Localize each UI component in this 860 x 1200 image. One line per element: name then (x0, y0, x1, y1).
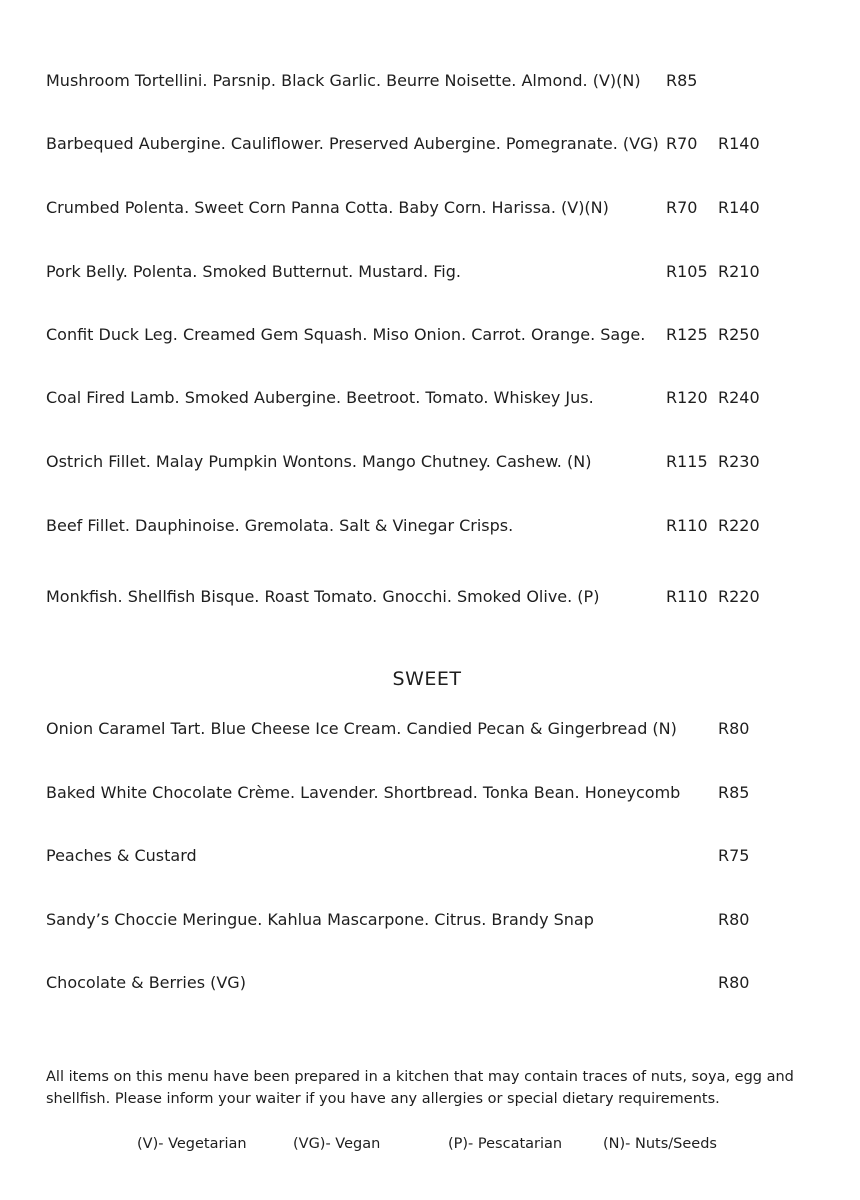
menu-item (0, 714, 860, 744)
price-large: R140 (718, 198, 760, 217)
dish-name: Beef Fillet. Dauphinoise. Gremolata. Salt & Vinegar Crisps. (46, 516, 514, 535)
price-small: R115 (666, 452, 708, 471)
price-small: R70 (666, 134, 698, 153)
menu-item (0, 193, 860, 223)
dish-name: Chocolate & Berries (VG) (46, 973, 246, 992)
dish-name: Barbequed Aubergine. Cauliflower. Preserved Aubergine. Pomegranate. (VG) (46, 134, 659, 153)
price-large: R140 (718, 134, 760, 153)
price-large: R210 (718, 262, 760, 281)
price: R85 (718, 783, 750, 802)
price-small: R110 (666, 516, 708, 535)
menu-item (0, 511, 860, 541)
price-small: R85 (666, 71, 698, 90)
price-small: R105 (666, 262, 708, 281)
price-large: R230 (718, 452, 760, 471)
menu-item (0, 582, 860, 612)
dish-name: Coal Fired Lamb. Smoked Aubergine. Beetroot. Tomato. Whiskey Jus. (46, 388, 594, 407)
menu-item (0, 905, 860, 935)
legend-pescatarian: (P)- Pescatarian (448, 1136, 563, 1152)
price: R75 (718, 846, 750, 865)
dish-name: Crumbed Polenta. Sweet Corn Panna Cotta. Baby Corn. Harissa. (V)(N) (46, 198, 609, 217)
price-large: R220 (718, 587, 760, 606)
dish-name: Pork Belly. Polenta. Smoked Butternut. Mustard. Fig. (46, 262, 461, 281)
menu-item (0, 968, 860, 998)
dish-name: Baked White Chocolate Crème. Lavender. Shortbread. Tonka Bean. Honeycomb (46, 783, 681, 802)
dish-name: Peaches & Custard (46, 846, 197, 865)
price-large: R250 (718, 325, 760, 344)
price-small: R110 (666, 587, 708, 606)
menu-item (0, 320, 860, 350)
price-large: R220 (718, 516, 760, 535)
menu-item (0, 129, 860, 159)
legend-vegetarian: (V)- Vegetarian (137, 1136, 247, 1152)
menu-item (0, 447, 860, 477)
legend-vegan: (VG)- Vegan (293, 1136, 381, 1152)
dish-name: Monkfish. Shellfish Bisque. Roast Tomato. Gnocchi. Smoked Olive. (P) (46, 587, 600, 606)
menu-item (0, 66, 860, 96)
dish-name: Sandy’s Choccie Meringue. Kahlua Mascarpone. Citrus. Brandy Snap (46, 910, 594, 929)
allergy-disclaimer: All items on this menu have been prepared in a kitchen that may contain traces of nuts, soya, egg and shellfish. Please inform your waiter if you have any allergies or special dietary requirements. (46, 1069, 794, 1107)
price: R80 (718, 910, 750, 929)
price-small: R120 (666, 388, 708, 407)
legend-nuts-seeds: (N)- Nuts/Seeds (603, 1136, 717, 1152)
dish-name: Confit Duck Leg. Creamed Gem Squash. Miso Onion. Carrot. Orange. Sage. (46, 325, 646, 344)
price: R80 (718, 973, 750, 992)
price: R80 (718, 719, 750, 738)
section-title-sweet: SWEET (392, 668, 462, 690)
price-large: R240 (718, 388, 760, 407)
menu-item (0, 383, 860, 413)
dish-name: Ostrich Fillet. Malay Pumpkin Wontons. Mango Chutney. Cashew. (N) (46, 452, 592, 471)
dish-name: Mushroom Tortellini. Parsnip. Black Garlic. Beurre Noisette. Almond. (V)(N) (46, 71, 641, 90)
menu-item (0, 841, 860, 871)
dish-name: Onion Caramel Tart. Blue Cheese Ice Cream. Candied Pecan & Gingerbread (N) (46, 719, 677, 738)
menu-item (0, 257, 860, 287)
menu-item (0, 778, 860, 808)
price-small: R125 (666, 325, 708, 344)
price-small: R70 (666, 198, 698, 217)
